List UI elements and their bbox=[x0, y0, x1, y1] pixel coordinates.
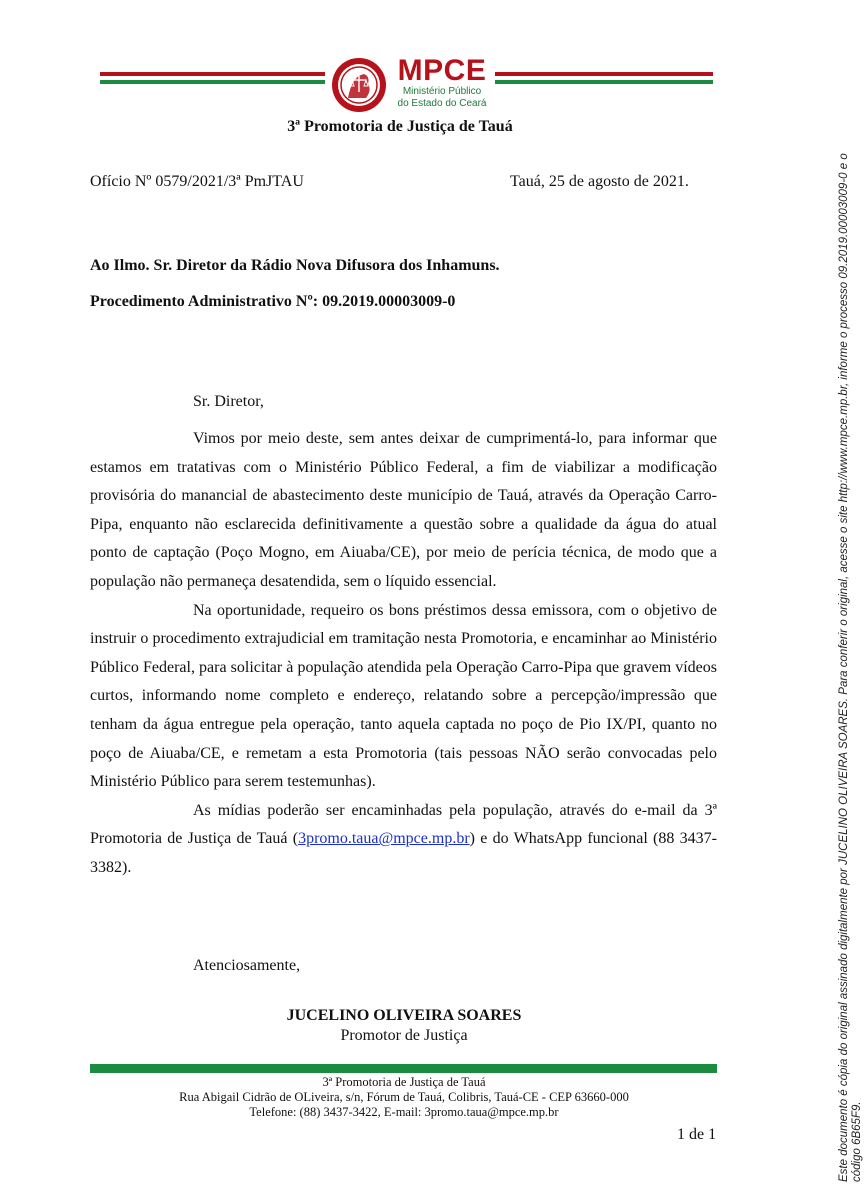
letter-reference: Ofício Nº 0579/2021/3ª PmJTAU bbox=[90, 173, 304, 190]
header-rule-red-left bbox=[100, 72, 325, 76]
logo-subtitle-2: do Estado do Ceará bbox=[397, 98, 487, 109]
office-title: 3ª Promotoria de Justiça de Tauá bbox=[287, 118, 513, 135]
header-rule-red-right bbox=[495, 72, 713, 76]
logo-subtitle-1: Ministério Público bbox=[402, 86, 482, 97]
paragraph-3-end: ) e do WhatsApp funcional (88 3437-3382). bbox=[90, 830, 717, 876]
paragraph-3-start: As mídias poderão ser encaminhadas pela população, através do e-mail da 3ª Promotoria de Justiça de Tauá ( bbox=[90, 801, 717, 848]
email-link[interactable]: 3promo.taua@mpce.mp.br bbox=[298, 830, 470, 848]
side-note-line-1: Este documento é cópia do original assinado digitalmente por JUCELINO OLIVEIRA SOARES. Para conferir o original, acesse o site http://www.mpce.mp.br, informe o processo 09.2019.00003009-0 e o bbox=[838, 153, 850, 1182]
footer-contact: Telefone: (88) 3437-3422, E-mail: 3promo.taua@mpce.mp.br bbox=[249, 1105, 559, 1119]
logo-title: MPCE bbox=[397, 54, 487, 87]
page-number: 1 de 1 bbox=[677, 1126, 717, 1143]
salutation: Sr. Diretor, bbox=[193, 393, 264, 410]
paragraph-2: Na oportunidade, requeiro os bons préstimos dessa emissora, com o objetivo de instruir o procedimento extrajudicial em tramitação nesta Promotoria, e encaminhar ao Ministério Público Federal, para solicitar à população atendida pela Operação Carro-Pipa que gravem vídeos curtos, informando nome completo e endereço, relatando sobre a percepção/impressão que tenham da água entregue pela operação, tanto aquela captada no poço de Pio IX/PI, quanto no poço de Aiuaba/CE, e remetam a esta Promotoria (tais pessoas NÃO serão convocadas pelo Ministério Público para serem testemunhas). bbox=[90, 601, 717, 791]
paragraph-3 bbox=[90, 797, 717, 883]
signer-title: Promotor de Justiça bbox=[340, 1027, 468, 1044]
side-note-line-2: código 6B65F9. bbox=[851, 1101, 863, 1182]
digital-signature-note bbox=[838, 42, 864, 1182]
signer-name: JUCELINO OLIVEIRA SOARES bbox=[286, 1007, 522, 1024]
procedure-number: Procedimento Administrativo Nº: 09.2019.00003009-0 bbox=[90, 293, 456, 310]
mpce-logo-text bbox=[392, 56, 492, 110]
footer-office: 3ª Promotoria de Justiça de Tauá bbox=[322, 1075, 486, 1089]
footer-address: Rua Abigail Cidrão de OLiveira, s/n, Fórum de Tauá, Colibris, Tauá-CE - CEP 63660-000 bbox=[179, 1090, 629, 1104]
mpce-emblem-icon bbox=[330, 56, 388, 114]
letter-date: Tauá, 25 de agosto de 2021. bbox=[510, 173, 689, 190]
header-rule-green-right bbox=[495, 80, 713, 84]
header-rule-green-left bbox=[100, 80, 325, 84]
letter-body bbox=[90, 425, 717, 883]
footer-rule bbox=[90, 1064, 717, 1073]
closing: Atenciosamente, bbox=[193, 957, 301, 974]
letter-addressee: Ao Ilmo. Sr. Diretor da Rádio Nova Difusora dos Inhamuns. bbox=[90, 257, 500, 274]
paragraph-1: Vimos por meio deste, sem antes deixar de cumprimentá-lo, para informar que estamos em tratativas com o Ministério Público Federal, a fim de viabilizar a modificação provisória do manancial de abastecimento deste município de Tauá, através da Operação Carro-Pipa, enquanto não esclarecida definitivamente a questão sobre a qualidade da água do atual ponto de captação (Poço Mogno, em Aiuaba/CE), por meio de perícia técnica, de modo que a população não permaneça desatendida, sem o líquido essencial. bbox=[90, 430, 717, 590]
